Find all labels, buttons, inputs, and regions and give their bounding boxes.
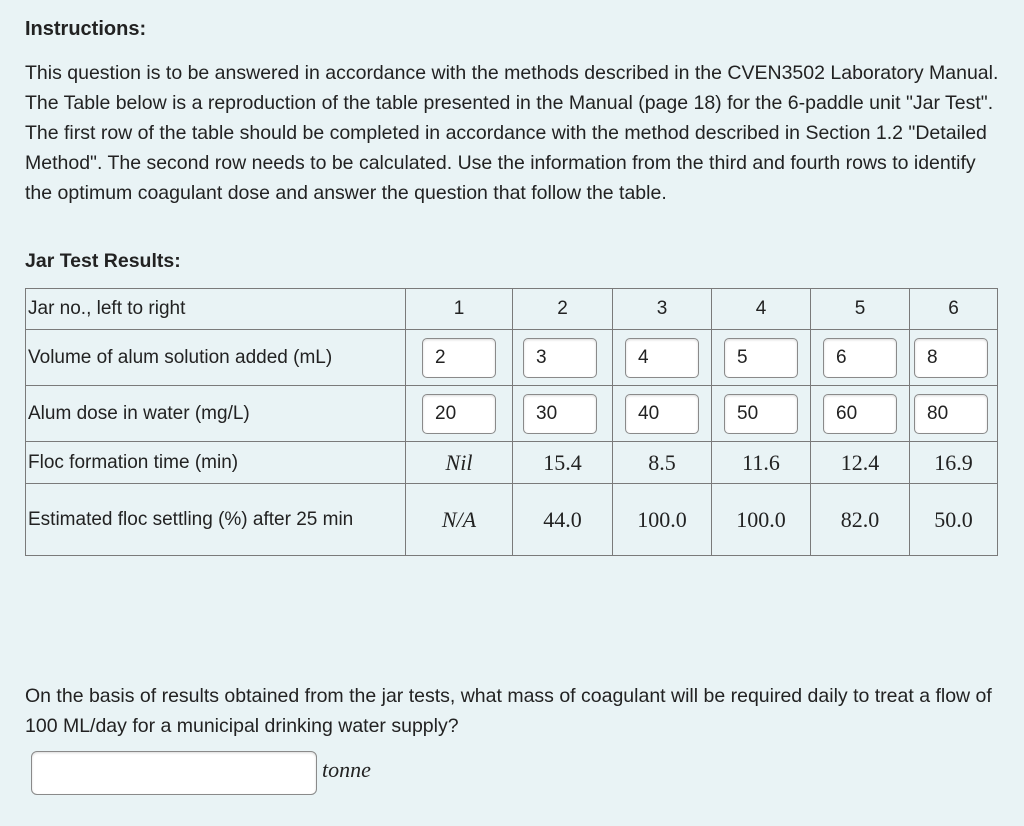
- dose-input[interactable]: 50: [724, 394, 798, 434]
- instructions-heading: Instructions:: [25, 18, 147, 40]
- volume-input[interactable]: 5: [724, 338, 798, 378]
- row-label: Volume of alum solution added (mL): [26, 330, 406, 386]
- floc-time-row: [26, 442, 998, 484]
- instructions-text: This question is to be answered in accordance with the methods described in the CVEN3502 Laboratory Manual. The Table below is a reproduction of the table presented in the Manual (page 18) for the 6-paddle unit "Jar Test". The first row of the table should be completed in accordance with the method described in Section 1.2 "Detailed Method". The second row needs to be calculated. Use the information from the third and fourth rows to identify the optimum coagulant dose and answer the question that follow the table.: [25, 62, 999, 204]
- floc-time-cell: 11.6: [712, 442, 811, 484]
- volume-input[interactable]: 8: [914, 338, 988, 378]
- floc-time-cell: 16.9: [910, 442, 998, 484]
- row-label: Floc formation time (min): [26, 442, 406, 484]
- dose-cell: [910, 386, 998, 442]
- volume-cell: [910, 330, 998, 386]
- dose-input[interactable]: 40: [625, 394, 699, 434]
- jar-number-cell: 5: [811, 289, 910, 330]
- settling-cell: 50.0: [910, 484, 998, 556]
- floc-time-cell: 15.4: [513, 442, 613, 484]
- row-label: Alum dose in water (mg/L): [26, 386, 406, 442]
- dose-input[interactable]: 60: [823, 394, 897, 434]
- jar-number-cell: 6: [910, 289, 998, 330]
- jar-number-cell: 2: [513, 289, 613, 330]
- volume-input[interactable]: 3: [523, 338, 597, 378]
- row-label: Estimated floc settling (%) after 25 min: [26, 484, 406, 556]
- settling-cell: 100.0: [613, 484, 712, 556]
- floc-time-cell: 12.4: [811, 442, 910, 484]
- settling-cell: 44.0: [513, 484, 613, 556]
- dose-input[interactable]: 80: [914, 394, 988, 434]
- dose-cell: [811, 386, 910, 442]
- volume-cell: [513, 330, 613, 386]
- row-label: Jar no., left to right: [26, 289, 406, 330]
- settling-row: [26, 484, 998, 556]
- volume-cell: [712, 330, 811, 386]
- settling-cell: N/A: [406, 484, 513, 556]
- jar-number-cell: 3: [613, 289, 712, 330]
- volume-row: [26, 330, 998, 386]
- results-heading: Jar Test Results:: [25, 250, 181, 272]
- settling-cell: 82.0: [811, 484, 910, 556]
- volume-cell: [811, 330, 910, 386]
- jar-test-table: [25, 288, 998, 556]
- volume-input[interactable]: 2: [422, 338, 496, 378]
- floc-time-cell: 8.5: [613, 442, 712, 484]
- volume-input[interactable]: 6: [823, 338, 897, 378]
- volume-cell: [406, 330, 513, 386]
- answer-unit: tonne: [322, 757, 371, 782]
- jar-number-cell: 4: [712, 289, 811, 330]
- floc-time-cell: Nil: [406, 442, 513, 484]
- dose-input[interactable]: 20: [422, 394, 496, 434]
- answer-input[interactable]: [31, 751, 317, 795]
- dose-input[interactable]: 30: [523, 394, 597, 434]
- dose-cell: [712, 386, 811, 442]
- volume-cell: [613, 330, 712, 386]
- dose-row: [26, 386, 998, 442]
- jar-number-row: [26, 289, 998, 330]
- dose-cell: [513, 386, 613, 442]
- dose-cell: [406, 386, 513, 442]
- volume-input[interactable]: 4: [625, 338, 699, 378]
- question-text: On the basis of results obtained from the jar tests, what mass of coagulant will be required daily to treat a flow of 100 ML/day for a municipal drinking water supply?: [25, 685, 992, 737]
- jar-number-cell: 1: [406, 289, 513, 330]
- settling-cell: 100.0: [712, 484, 811, 556]
- dose-cell: [613, 386, 712, 442]
